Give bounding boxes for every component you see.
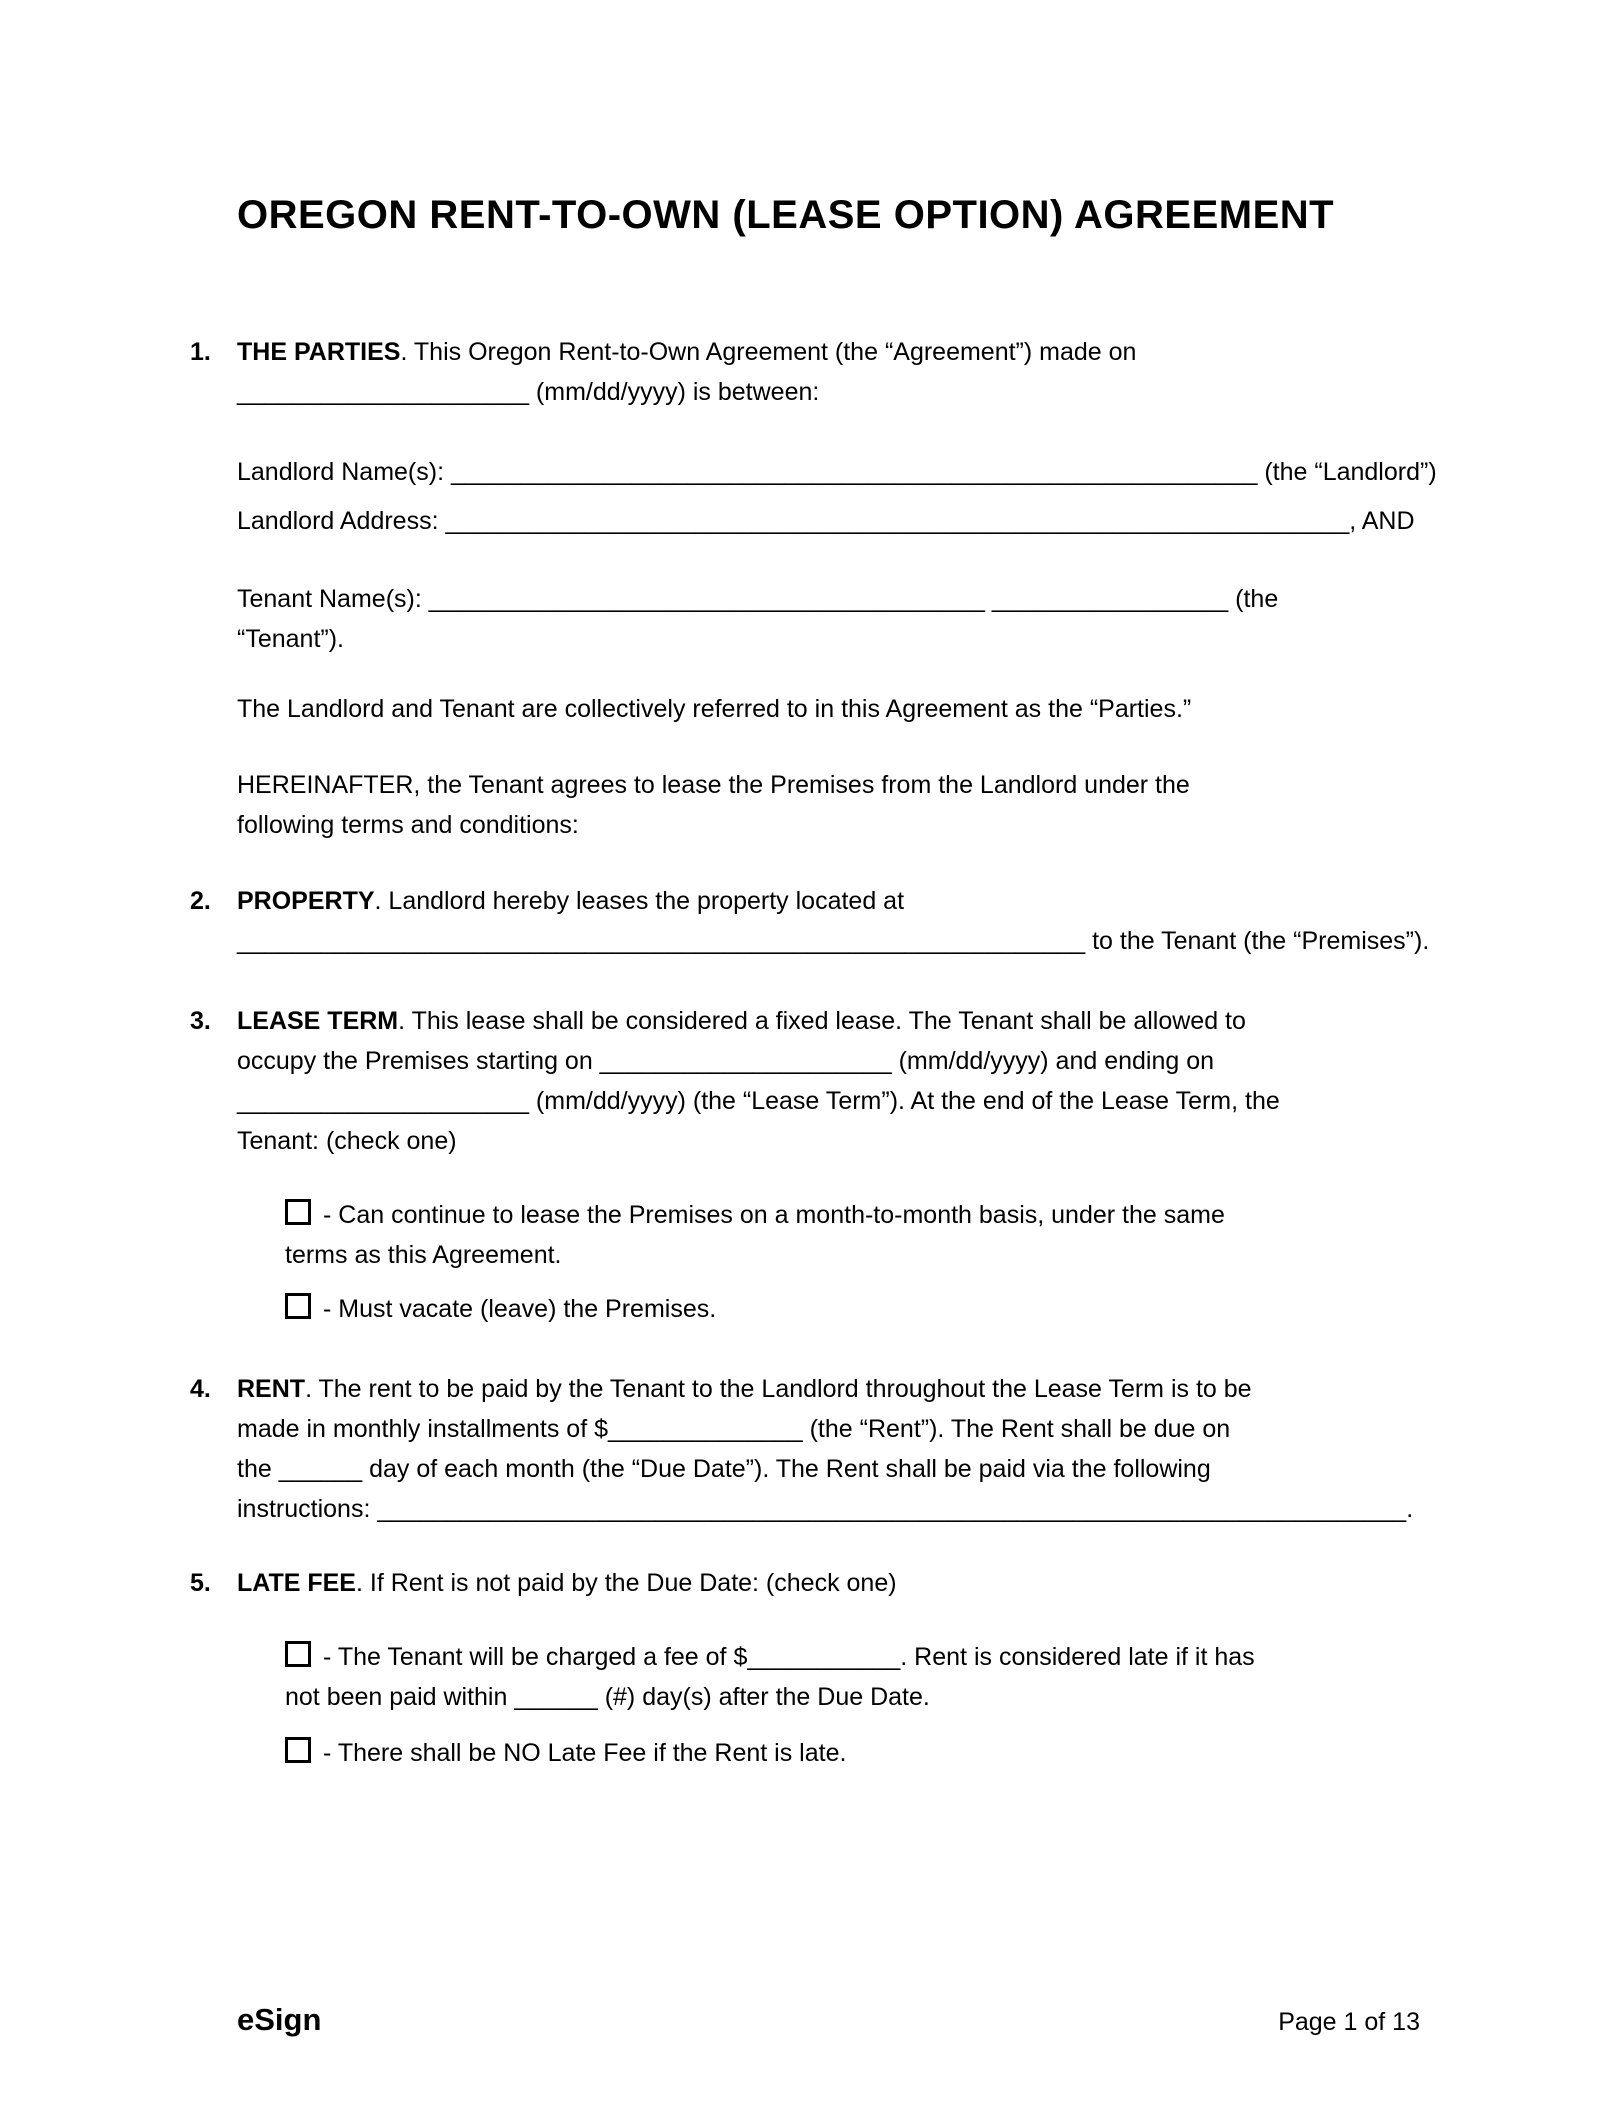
late-fee-option-charged <box>285 1637 1438 1717</box>
section-lease-term <box>190 1001 1438 1161</box>
section-5-text: . If Rent is not paid by the Due Date: (check one) <box>355 1569 897 1597</box>
section-1-text: . This Oregon Rent-to-Own Agreement (the “Agreement”) made on <box>400 338 1137 366</box>
late-fee-charged-text: - The Tenant will be charged a fee of $___________. Rent is considered late if it has <box>323 1643 1255 1671</box>
tenant-name-line: Tenant Name(s): ________________________________________ _________________ (the <box>237 585 1279 613</box>
month-to-month-option-text-2: terms as this Agreement. <box>285 1241 562 1269</box>
rent-due-date-line: the ______ day of each month (the “Due Date”). The Rent shall be paid via the following <box>237 1455 1211 1483</box>
page-title: OREGON RENT-TO-OWN (LEASE OPTION) AGREEMENT <box>237 193 1335 237</box>
landlord-info-block <box>237 448 1438 546</box>
hereinafter-paragraph: HEREINAFTER, the Tenant agrees to lease the Premises from the Landlord under the following terms and conditions: <box>237 771 1190 839</box>
lease-term-check-one-line: Tenant: (check one) <box>237 1127 457 1155</box>
no-late-fee-checkbox[interactable] <box>285 1737 311 1763</box>
lease-start-date-line: occupy the Premises starting on _____________________ (mm/dd/yyyy) and ending on <box>237 1047 1215 1075</box>
section-late-fee <box>190 1563 1438 1603</box>
late-fee-charged-text-2: not been paid within ______ (#) day(s) after the Due Date. <box>285 1683 930 1711</box>
section-2-number: 2. <box>190 887 211 915</box>
month-to-month-checkbox[interactable] <box>285 1199 311 1225</box>
tenant-info-block <box>237 579 1438 659</box>
no-late-fee-text: - There shall be NO Late Fee if the Rent is late. <box>323 1739 847 1767</box>
section-4-number: 4. <box>190 1375 211 1403</box>
section-4-line-1 <box>190 1369 1438 1409</box>
lease-end-option-month-to-month <box>285 1195 1438 1275</box>
section-1-number: 1. <box>190 338 211 366</box>
section-the-parties <box>190 332 1438 412</box>
landlord-name-line: Landlord Name(s): __________________________________________________________ (the “Landlord”) <box>237 458 1437 486</box>
section-2-line-1 <box>190 881 1438 921</box>
agreement-date-blank-line: _____________________ (mm/dd/yyyy) is between: <box>237 378 820 406</box>
section-4-heading: RENT <box>237 1375 306 1403</box>
late-fee-charged-checkbox[interactable] <box>285 1641 311 1667</box>
vacate-checkbox[interactable] <box>285 1293 311 1319</box>
section-5-number: 5. <box>190 1569 211 1597</box>
page-footer <box>237 2002 1420 2038</box>
section-1-line-1 <box>190 332 1438 372</box>
section-3-number: 3. <box>190 1007 211 1035</box>
page-number: Page 1 of 13 <box>1278 2008 1420 2036</box>
month-to-month-option-text: - Can continue to lease the Premises on a month-to-month basis, under the same <box>323 1201 1225 1229</box>
section-4-text: . The rent to be paid by the Tenant to the Landlord throughout the Lease Term is to be <box>305 1375 1252 1403</box>
esign-logo: eSign <box>237 2002 322 2037</box>
section-property <box>190 881 1438 961</box>
section-5-line-1 <box>190 1563 1438 1603</box>
lease-end-option-vacate <box>285 1289 1438 1329</box>
section-rent <box>190 1369 1438 1529</box>
property-address-blank-line: _____________________________________________________________ to the Tenant (the “Premises”). <box>237 927 1430 955</box>
parties-paragraph: The Landlord and Tenant are collectively referred to in this Agreement as the “Parties.” <box>237 695 1192 723</box>
landlord-address-line: Landlord Address: _________________________________________________________________, AND <box>237 507 1415 535</box>
lease-end-date-line: _____________________ (mm/dd/yyyy) (the “Lease Term”). At the end of the Lease Term, the <box>237 1087 1280 1115</box>
late-fee-option-none <box>285 1733 1438 1773</box>
section-3-line-1 <box>190 1001 1438 1041</box>
section-3-text: . This lease shall be considered a fixed lease. The Tenant shall be allowed to <box>398 1007 1246 1035</box>
vacate-option-text: - Must vacate (leave) the Premises. <box>323 1295 717 1323</box>
section-3-heading: LEASE TERM <box>237 1007 399 1035</box>
section-2-heading: PROPERTY <box>237 887 375 915</box>
tenant-name-line-2: “Tenant”). <box>237 625 344 653</box>
section-1-heading: THE PARTIES <box>237 338 401 366</box>
rent-instructions-blank-line: instructions: __________________________________________________________________________. <box>237 1495 1414 1523</box>
rent-amount-line: made in monthly installments of $______________ (the “Rent”). The Rent shall be due on <box>237 1415 1231 1443</box>
section-5-heading: LATE FEE <box>237 1569 356 1597</box>
section-2-text: . Landlord hereby leases the property located at <box>374 887 905 915</box>
